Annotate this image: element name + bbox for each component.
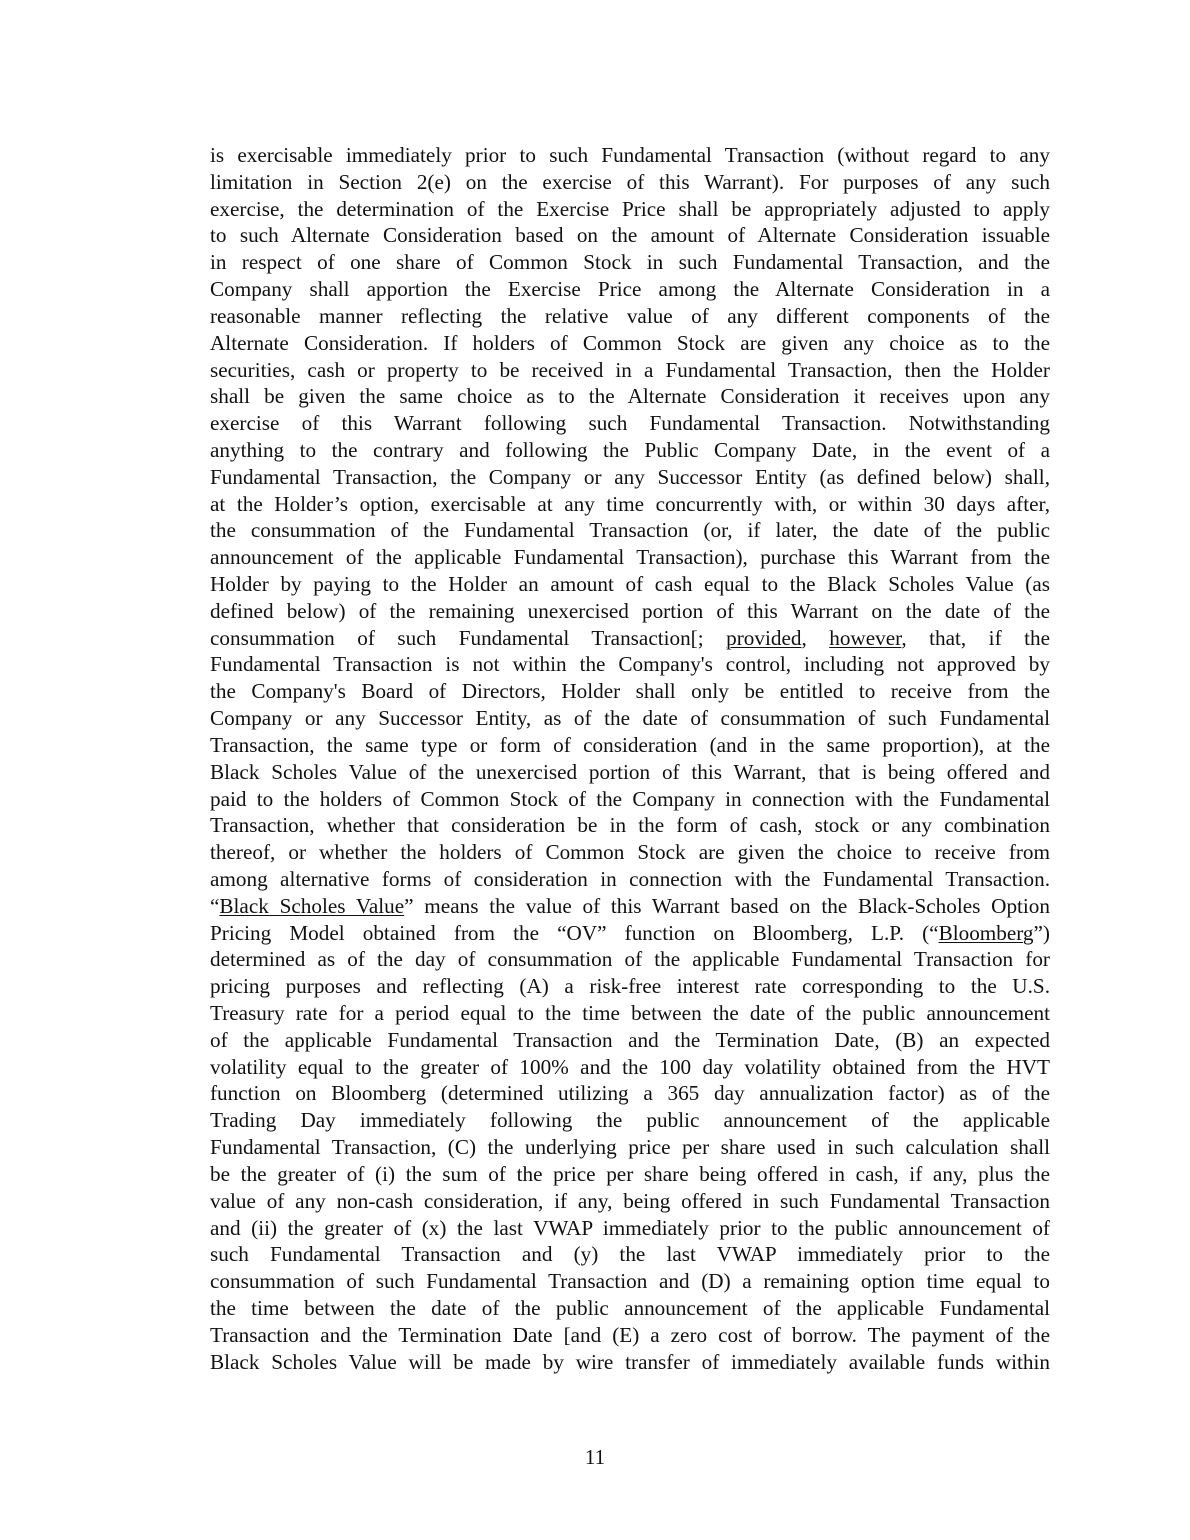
text-line (210, 1161, 1050, 1188)
text-line (210, 678, 1050, 705)
text-segment: Transaction and the Termination Date [and (E) a zero cost of borrow. The payment of the (210, 1322, 1050, 1347)
text-line (210, 571, 1050, 598)
text-line (210, 276, 1050, 303)
text-line (210, 1295, 1050, 1322)
text-segment: exercise of this Warrant following such Fundamental Transaction. Notwithstanding (210, 411, 1050, 436)
text-segment: announcement of the applicable Fundamental Transaction), purchase this Warrant from the (210, 545, 1050, 570)
text-line (210, 544, 1050, 571)
text-segment: Fundamental Transaction, the Company or any Successor Entity (as defined below) shall, (210, 464, 1050, 489)
text-line (210, 705, 1050, 732)
text-line (210, 1134, 1050, 1161)
text-line (210, 946, 1050, 973)
text-segment: pricing purposes and reflecting (A) a risk-free interest rate corresponding to the U.S. (210, 974, 1050, 999)
text-segment: volatility equal to the greater of 100% and the 100 day volatility obtained from the HVT (210, 1054, 1050, 1079)
text-segment: “ (210, 893, 220, 918)
text-line (210, 517, 1050, 544)
text-line (210, 1322, 1050, 1349)
text-line (210, 222, 1050, 249)
text-segment: Company shall apportion the Exercise Price among the Alternate Consideration in a (210, 277, 1050, 302)
text-segment: Trading Day immediately following the public announcement of the applicable (210, 1108, 1050, 1133)
text-line (210, 839, 1050, 866)
text-segment: determined as of the day of consummation of the applicable Fundamental Transaction for (210, 947, 1050, 972)
text-segment: anything to the contrary and following the Public Company Date, in the event of a (210, 437, 1050, 462)
text-line (210, 786, 1050, 813)
text-segment: securities, cash or property to be received in a Fundamental Transaction, then the Holder (210, 357, 1050, 382)
text-line (210, 1349, 1050, 1376)
text-line (210, 491, 1050, 518)
text-line (210, 410, 1050, 437)
text-segment: Black Scholes Value of the unexercised portion of this Warrant, that is being offered and (210, 759, 1050, 784)
text-segment: Black Scholes Value will be made by wire transfer of immediately available funds within (210, 1349, 1050, 1374)
text-line (210, 303, 1050, 330)
text-segment: Treasury rate for a period equal to the time between the date of the public announcement (210, 1001, 1050, 1025)
text-line (210, 1054, 1050, 1081)
text-segment: the consummation of the Fundamental Transaction (or, if later, the date of the public (210, 518, 1050, 543)
text-line (210, 866, 1050, 893)
text-segment: Transaction, whether that consideration be in the form of cash, stock or any combination (210, 813, 1050, 838)
text-line (210, 330, 1050, 357)
text-line (210, 1188, 1050, 1215)
text-line (210, 357, 1050, 384)
text-segment: consummation of such Fundamental Transaction and (D) a remaining option time equal to (210, 1269, 1050, 1294)
text-segment: ” means the value of this Warrant based on the Black-Scholes Option (404, 893, 1050, 918)
text-line (210, 464, 1050, 491)
text-line (210, 437, 1050, 464)
text-segment: function on Bloomberg (determined utilizing a 365 day annualization factor) as of the (210, 1081, 1050, 1106)
text-line (210, 1000, 1050, 1027)
text-segment: at the Holder’s option, exercisable at any time concurrently with, or within 30 days after, (210, 491, 1050, 516)
text-segment: of the applicable Fundamental Transaction and the Termination Date, (B) an expected (210, 1027, 1050, 1052)
text-segment: the Company's Board of Directors, Holder shall only be entitled to receive from the (210, 679, 1050, 704)
text-segment: ”) (1033, 920, 1050, 945)
text-segment: Holder by paying to the Holder an amount of cash equal to the Black Scholes Value (as (210, 572, 1050, 596)
defined-term: however (829, 625, 902, 650)
text-line (210, 1215, 1050, 1242)
text-line (210, 1080, 1050, 1107)
text-segment: and (ii) the greater of (x) the last VWAP immediately prior to the public announcement of (210, 1215, 1050, 1240)
text-segment: value of any non-cash consideration, if any, being offered in such Fundamental Transaction (210, 1188, 1050, 1213)
text-segment: such Fundamental Transaction and (y) the last VWAP immediately prior to the (210, 1242, 1050, 1267)
text-segment: Transaction, the same type or form of consideration (and in the same proportion), at the (210, 732, 1050, 757)
defined-term: Bloomberg (938, 920, 1034, 945)
text-segment: consummation of such Fundamental Transaction[; (210, 625, 727, 650)
text-segment: is exercisable immediately prior to such Fundamental Transaction (without regard to any (210, 143, 1050, 167)
text-line (210, 625, 1050, 652)
text-line (210, 920, 1050, 947)
text-segment: paid to the holders of Common Stock of the Company in connection with the Fundamental (210, 786, 1050, 811)
text-segment: Company or any Successor Entity, as of the date of consummation of such Fundamental (210, 706, 1050, 731)
text-segment: defined below) of the remaining unexercised portion of this Warrant on the date of the (210, 598, 1050, 623)
text-segment: to such Alternate Consideration based on the amount of Alternate Consideration issuable (210, 223, 1050, 248)
text-line (210, 973, 1050, 1000)
text-segment: Alternate Consideration. If holders of Common Stock are given any choice as to the (210, 330, 1050, 355)
text-line (210, 1107, 1050, 1134)
text-segment: Fundamental Transaction, (C) the underlying price per share used in such calculation shall (210, 1135, 1050, 1160)
text-segment: , that, if the (901, 625, 1050, 650)
text-line (210, 732, 1050, 759)
text-segment: , (801, 625, 830, 650)
text-segment: Fundamental Transaction is not within the Company's control, including not approved by (210, 652, 1050, 677)
body-paragraph (210, 142, 1050, 1375)
text-line (210, 1241, 1050, 1268)
page-number: 11 (584, 1445, 606, 1469)
text-line (210, 383, 1050, 410)
text-segment: thereof, or whether the holders of Common Stock are given the choice to receive from (210, 840, 1050, 865)
text-line (210, 142, 1050, 169)
text-line (210, 1027, 1050, 1054)
text-segment: the time between the date of the public announcement of the applicable Fundamental (210, 1295, 1050, 1320)
text-line (210, 169, 1050, 196)
defined-term: provided (726, 625, 802, 650)
text-segment: exercise, the determination of the Exercise Price shall be appropriately adjusted to apply (210, 196, 1050, 221)
text-line (210, 249, 1050, 276)
text-line (210, 812, 1050, 839)
defined-term: Black Scholes Value (219, 893, 405, 918)
text-line (210, 1268, 1050, 1295)
text-segment: be the greater of (i) the sum of the price per share being offered in cash, if any, plus the (210, 1161, 1050, 1186)
text-segment: shall be given the same choice as to the Alternate Consideration it receives upon any (210, 384, 1050, 409)
text-line (210, 651, 1050, 678)
text-segment: reasonable manner reflecting the relative value of any different components of the (210, 303, 1050, 328)
text-segment: Pricing Model obtained from the “OV” function on Bloomberg, L.P. (“ (210, 920, 939, 945)
text-line (210, 759, 1050, 786)
text-line (210, 598, 1050, 625)
text-segment: in respect of one share of Common Stock in such Fundamental Transaction, and the (210, 250, 1050, 275)
text-segment: limitation in Section 2(e) on the exercise of this Warrant). For purposes of any such (210, 169, 1050, 194)
text-line (210, 893, 1050, 920)
text-segment: among alternative forms of consideration in connection with the Fundamental Transaction. (210, 866, 1050, 891)
text-line (210, 196, 1050, 223)
